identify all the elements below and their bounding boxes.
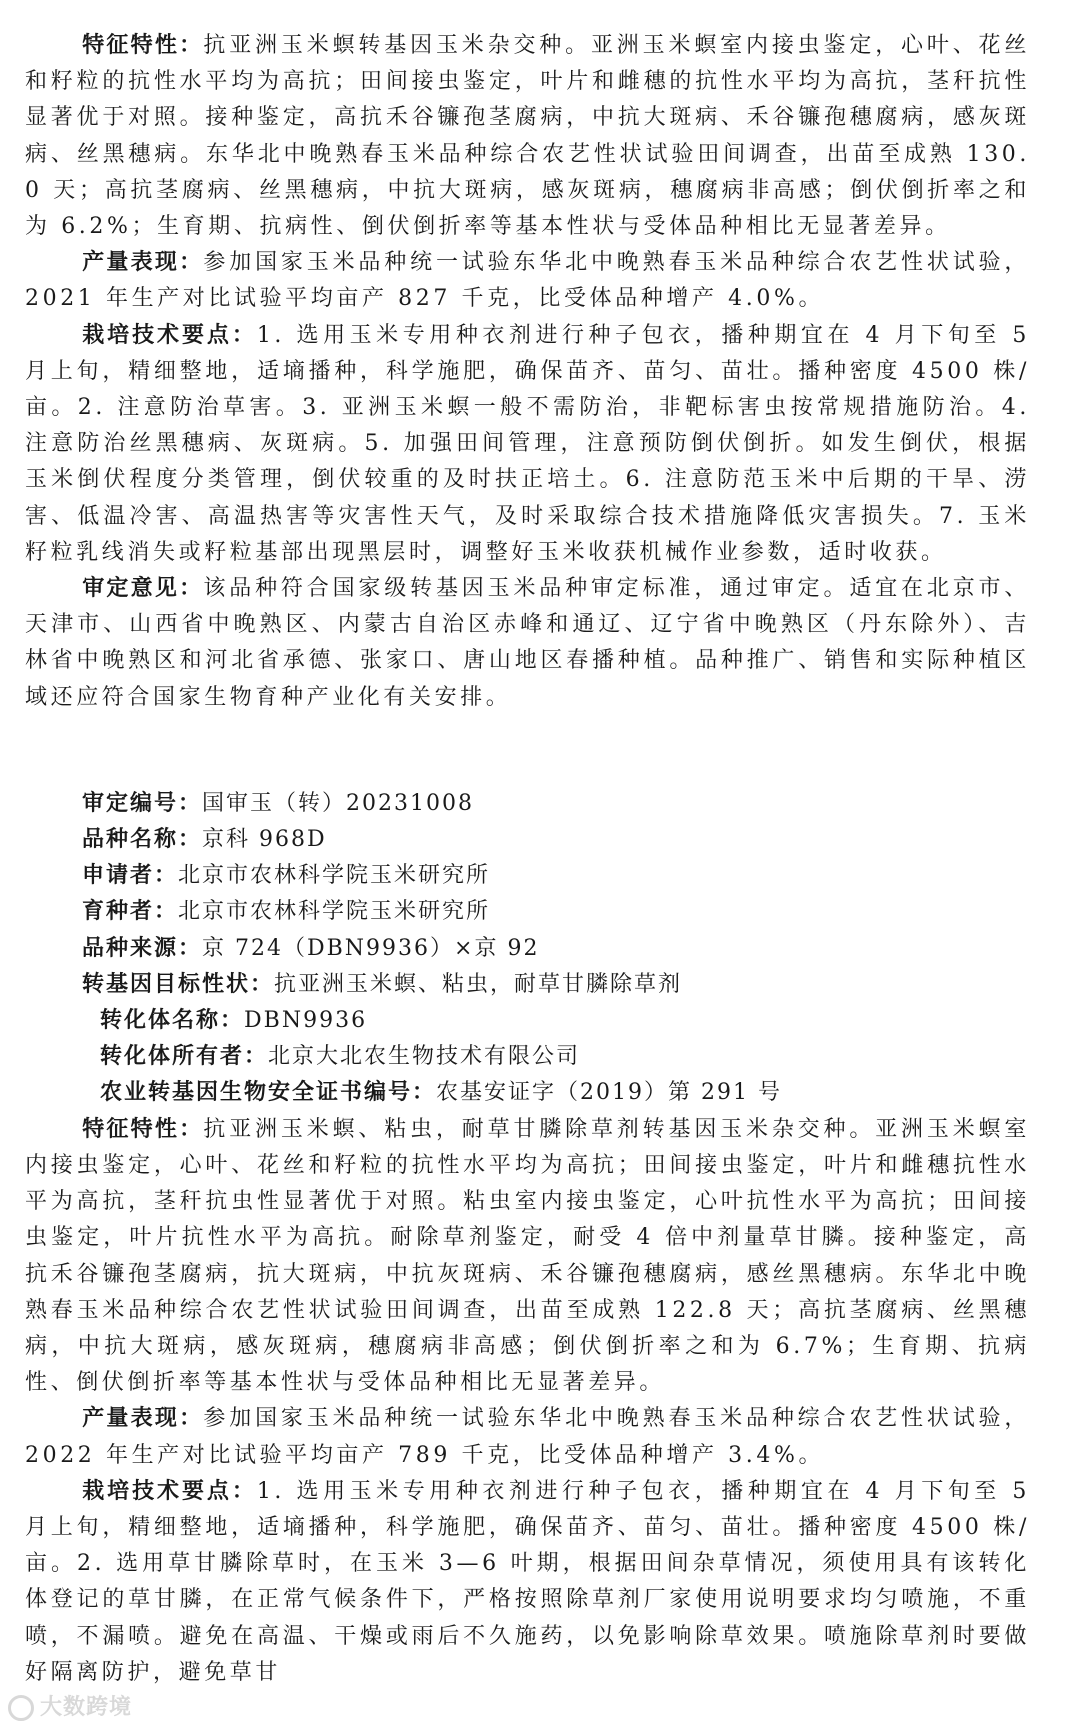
field-label: 审定编号：	[82, 790, 203, 816]
field-value: 京 724（DBN9936）×京 92	[202, 935, 540, 961]
traits-label: 特征特性：	[82, 1116, 204, 1142]
field-value: 京科 968D	[202, 827, 327, 853]
traits-text: 抗亚洲玉米螟转基因玉米杂交种。亚洲玉米螟室内接虫鉴定，心叶、花丝和籽粒的抗性水平均为高抗；田间接虫鉴定，叶片和雌穗的抗性水平均为高抗，茎秆抗性显著优于对照。接种鉴定，高抗禾谷镰孢茎腐病，中抗大斑病、禾谷镰孢穗腐病，感灰斑病、丝黑穗病。东华北中晚熟春玉米品种综合农艺性状试验田间调查，出苗至成熟 130.0 天；高抗茎腐病、丝黑穗病，中抗大斑病，感灰斑病，穗腐病非高感；倒伏倒折率之和为 6.2%；生育期、抗病性、倒伏倒折率等基本性状与受体品种相比无显著差异。	[25, 33, 1030, 240]
yield-label: 产量表现：	[82, 1406, 204, 1432]
field-label: 转基因目标性状：	[82, 971, 275, 997]
yield-paragraph-2	[25, 1401, 1030, 1473]
cultivation-label: 栽培技术要点：	[82, 1478, 257, 1504]
field-label: 品种来源：	[82, 935, 203, 961]
yield-text: 参加国家玉米品种统一试验东华北中晚熟春玉米品种综合农艺性状试验，2022 年生产对比试验平均亩产 789 千克，比受体品种增产 3.4%。	[25, 1406, 1030, 1468]
watermark-logo-icon	[8, 1695, 34, 1721]
field-label: 转化体名称：	[100, 1008, 245, 1034]
traits-text: 抗亚洲玉米螟、粘虫，耐草甘膦除草剂转基因玉米杂交种。亚洲玉米螟室内接虫鉴定，心叶、花丝和籽粒的抗性水平均为高抗；田间接虫鉴定，叶片和雌穗抗性水平为高抗，茎秆抗虫性显著优于对照。粘虫室内接虫鉴定，心叶抗性水平为高抗；田间接虫鉴定，叶片抗性水平为高抗。耐除草剂鉴定，耐受 4 倍中剂量草甘膦。接种鉴定，高抗禾谷镰孢茎腐病，抗大斑病，中抗灰斑病、禾谷镰孢穗腐病，感丝黑穗病。东华北中晚熟春玉米品种综合农艺性状试验田间调查，出苗至成熟 122.8 天；高抗茎腐病、丝黑穗病，中抗大斑病，感灰斑病，穗腐病非高感；倒伏倒折率之和为 6.7%；生育期、抗病性、倒伏倒折率等基本性状与受体品种相比无显著差异。	[25, 1116, 1030, 1396]
field-value: 农基安证字（2019）第 291 号	[436, 1080, 782, 1106]
document-page	[25, 28, 1030, 1691]
traits-label: 特征特性：	[82, 33, 204, 58]
field-label: 农业转基因生物安全证书编号：	[100, 1080, 437, 1106]
yield-label: 产量表现：	[82, 250, 204, 276]
field-value: 抗亚洲玉米螟、粘虫，耐草甘膦除草剂	[274, 971, 683, 997]
watermark-text: 大数跨境	[40, 1695, 133, 1720]
opinion-text: 该品种符合国家级转基因玉米品种审定标准，通过审定。适宜在北京市、天津市、山西省中晚熟区、内蒙古自治区赤峰和通辽、辽宁省中晚熟区（丹东除外）、吉林省中晚熟区和河北省承德、张家口、唐山地区春播种植。品种推广、销售和实际种植区域还应符合国家生物育种产业化有关安排。	[25, 576, 1030, 710]
yield-paragraph	[25, 245, 1030, 317]
field-label: 转化体所有者：	[100, 1044, 269, 1070]
opinion-paragraph	[25, 571, 1030, 716]
cultivation-text: 1. 选用玉米专用种衣剂进行种子包衣，播种期宜在 4 月下旬至 5 月上旬，精细整地，适墒播种，科学施肥，确保苗齐、苗匀、苗壮。播种密度 4500 株/亩。2. 选用草甘膦除草时，在玉米 3—6 叶期，根据田间杂草情况，须使用具有该转化体登记的草甘膦，在正常气候条件下，严格按照除草剂厂家使用说明要求均匀喷施，不重喷，不漏喷。避免在高温、干燥或雨后不久施药，以免影响除草效果。喷施除草剂时要做好隔离防护，避免草甘	[25, 1478, 1030, 1685]
field-value: 北京大北农生物技术有限公司	[268, 1044, 581, 1070]
opinion-label: 审定意见：	[82, 576, 204, 602]
field-event-owner	[25, 1039, 1030, 1075]
yield-text: 参加国家玉米品种统一试验东华北中晚熟春玉米品种综合农艺性状试验，2021 年生产对比试验平均亩产 827 千克，比受体品种增产 4.0%。	[25, 250, 1030, 312]
field-applicant	[25, 858, 1030, 894]
field-variety-name	[25, 822, 1030, 858]
field-biosafety-certificate	[25, 1075, 1030, 1111]
field-approval-number	[25, 786, 1030, 822]
cultivation-label: 栽培技术要点：	[82, 322, 257, 348]
field-variety-source	[25, 931, 1030, 967]
cultivation-text: 1. 选用玉米专用种衣剂进行种子包衣，播种期宜在 4 月下旬至 5 月上旬，精细整地，适墒播种，科学施肥，确保苗齐、苗匀、苗壮。播种密度 4500 株/亩。2. 注意防治草害。3. 亚洲玉米螟一般不需防治，非靶标害虫按常规措施防治。4. 注意防治丝黑穗病、灰斑病。5. 加强田间管理，注意预防倒伏倒折。如发生倒伏，根据玉米倒伏程度分类管理，倒伏较重的及时扶正培土。6. 注意防范玉米中后期的干旱、涝害、低温冷害、高温热害等灾害性天气，及时采取综合技术措施降低灾害损失。7. 玉米籽粒乳线消失或籽粒基部出现黑层时，调整好玉米收获机械作业参数，适时收获。	[25, 322, 1030, 565]
section-gap	[25, 716, 1030, 786]
traits-paragraph-2	[25, 1112, 1030, 1402]
watermark	[8, 1690, 132, 1721]
field-value: DBN9936	[244, 1008, 368, 1034]
field-label: 申请者：	[82, 863, 179, 889]
cultivation-paragraph-2	[25, 1474, 1030, 1691]
field-label: 育种者：	[82, 899, 179, 925]
field-value: 北京市农林科学院玉米研究所	[178, 863, 491, 889]
field-breeder	[25, 894, 1030, 930]
field-value: 北京市农林科学院玉米研究所	[178, 899, 491, 925]
field-target-traits	[25, 967, 1030, 1003]
cultivation-paragraph	[25, 318, 1030, 571]
field-label: 品种名称：	[82, 827, 203, 853]
traits-paragraph	[25, 28, 1030, 245]
field-value: 国审玉（转）20231008	[202, 790, 474, 816]
field-event-name	[25, 1003, 1030, 1039]
